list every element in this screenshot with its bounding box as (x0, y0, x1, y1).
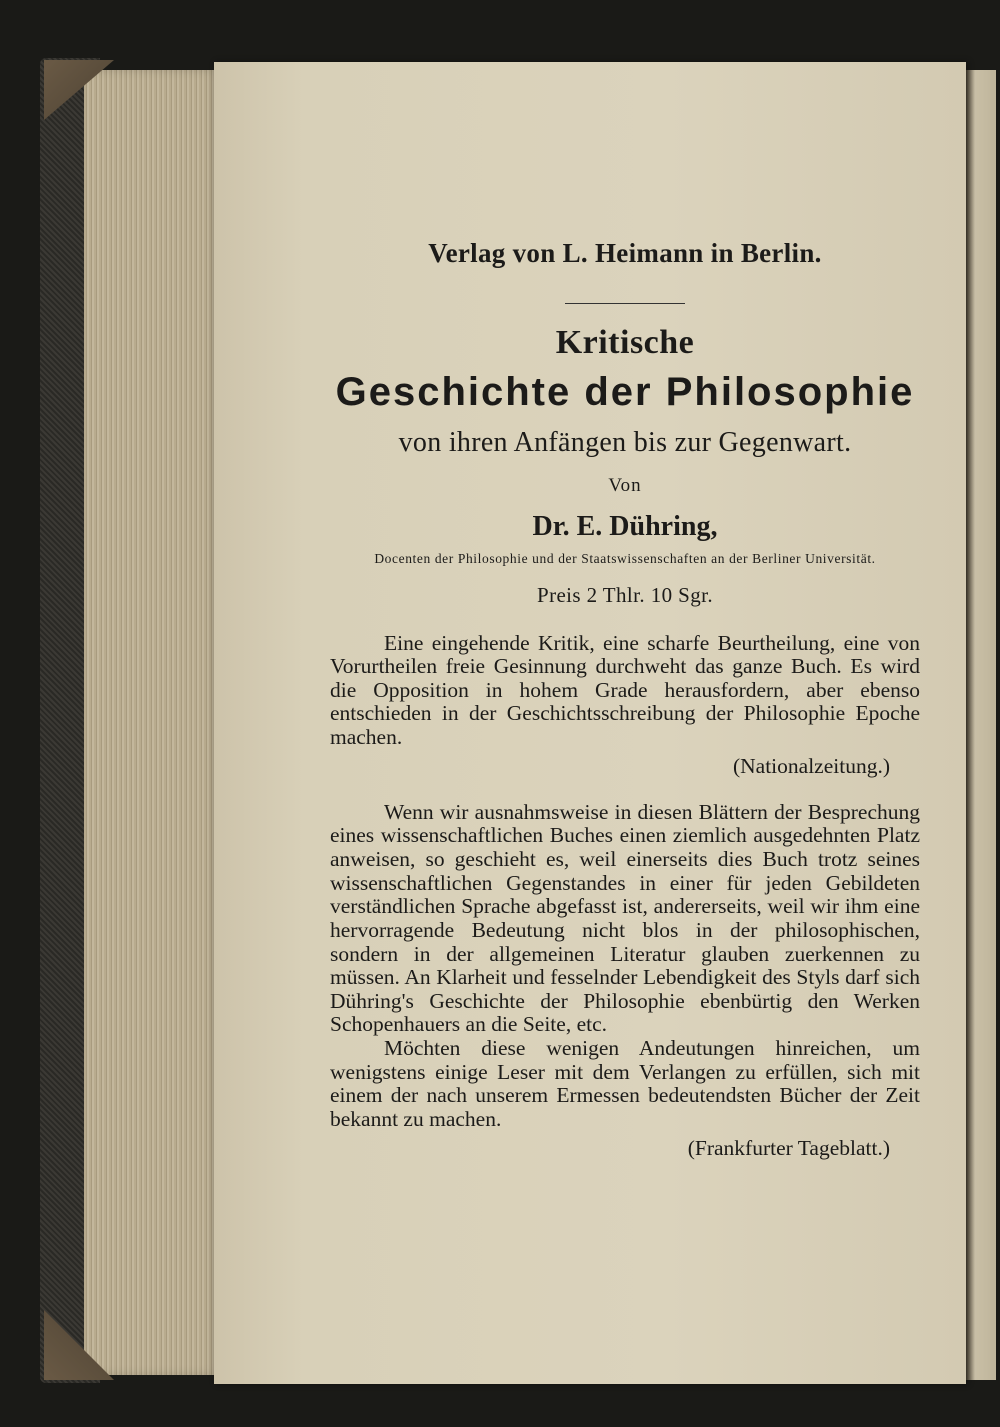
author-name: Dr. E. Dühring, (532, 511, 718, 542)
by-line: Von (608, 475, 642, 496)
divider-rule (565, 303, 685, 304)
review-text: Wenn wir ausnahmsweise in diesen Blättern der Besprechung eines wissenschaftlichen Buches einen ziemlich ausgedehnten Platz anweisen, so geschieht es, weil einerseits dies Buch trotz seines wissenschaftlichen Gegenstandes in einer für jeden Gebildeten verständlichen Sprache abgefasst ist, andererseits, weil wir ihm eine hervorragende Bedeutung nicht blos in der philosophischen, sondern in der allgemeinen Literatur glauben zuerkennen zu müssen. An Klarheit und fesselnder Lebendigkeit des Styls darf sich Dühring's Geschichte der Philosophie ebenbürtig den Werken Schopenhauers an die Seite, etc. (330, 799, 920, 1037)
review-source: (Frankfurter Tageblatt.) (687, 1135, 890, 1160)
review-text: Eine eingehende Kritik, eine scharfe Beurtheilung, eine von Vorurtheilen freie Gesinnung durchweht das ganze Buch. Es wird die Opposition in hohem Grade herausfordern, aber ebenso entschieden in der Geschichtsschreibung der Philosophie Epoche machen. (330, 630, 920, 750)
page-edges (84, 70, 219, 1375)
book-price: Preis 2 Thlr. 10 Sgr. (536, 582, 714, 607)
title-kicker: Kritische (555, 324, 695, 361)
publisher-heading: Verlag von L. Heimann in Berlin. (428, 238, 822, 268)
review-source: (Nationalzeitung.) (732, 753, 890, 778)
book-title: Geschichte der Philosophie (335, 370, 915, 414)
review-text-continued: Möchten diese wenigen Andeutungen hinreichen, um wenigstens einige Leser mit dem Verlangen zu erfüllen, sich mit einem der nach unserem Ermessen bedeutendsten Bücher der Zeit bekannt zu machen. (330, 1036, 920, 1132)
book-subtitle: von ihren Anfängen bis zur Gegenwart. (398, 427, 852, 458)
advertisement-content (330, 238, 920, 1161)
author-affiliation: Docenten der Philosophie und der Staatswissenschaften an der Berliner Universität. (374, 551, 876, 566)
facing-page-edge (966, 70, 996, 1380)
